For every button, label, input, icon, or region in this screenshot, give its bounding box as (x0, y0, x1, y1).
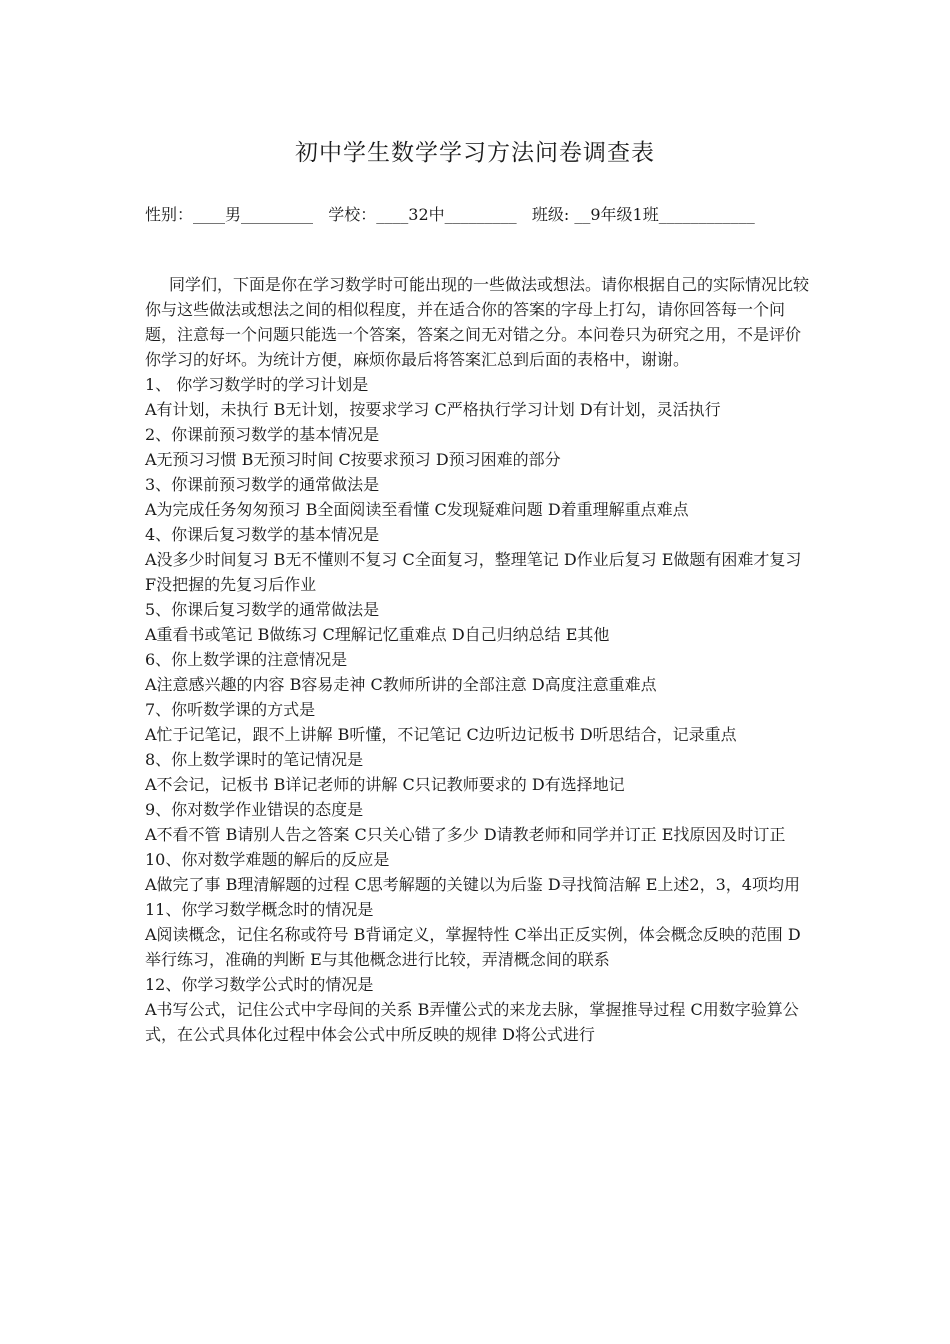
question-text: 12、你学习数学公式时的情况是 (145, 975, 374, 994)
question-options: A阅读概念，记住名称或符号 B背诵定义，掌握特性 C举出正反实例，体会概念反映的范围 D举行练习，准确的判断 E与其他概念进行比较，弄清概念间的联系 (145, 925, 801, 969)
question-options: A重看书或笔记 B做练习 C理解记忆重难点 D自己归纳总结 E其他 (145, 625, 610, 644)
question-options: A无预习习惯 B无预习时间 C按要求预习 D预习困难的部分 (145, 450, 561, 469)
student-info-line: 性别：____男_________ 学校：____32中_________ 班级: __9年级1班____________ (145, 205, 755, 224)
question-item (145, 697, 810, 747)
question-item (145, 647, 810, 697)
question-options: A没多少时间复习 B无不懂则不复习 C全面复习，整理笔记 D作业后复习 E做题有困难才复习 F没把握的先复习后作业 (145, 550, 802, 594)
question-item (145, 972, 810, 1047)
question-item (145, 422, 810, 472)
question-item (145, 522, 810, 597)
question-item (145, 847, 810, 897)
questionnaire-body (145, 272, 810, 1047)
question-text: 2、你课前预习数学的基本情况是 (145, 425, 380, 444)
intro-paragraph: 同学们，下面是你在学习数学时可能出现的一些做法或想法。请你根据自己的实际情况比较你与这些做法或想法之间的相似程度，并在适合你的答案的字母上打勾，请你回答每一个问题，注意每一个问题只能选一个答案，答案之间无对错之分。本问卷只为研究之用，不是评价你学习的好坏。为统计方便，麻烦你最后将答案汇总到后面的表格中，谢谢。 (145, 275, 810, 369)
question-text: 4、你课后复习数学的基本情况是 (145, 525, 380, 544)
question-item (145, 597, 810, 647)
question-item (145, 472, 810, 522)
question-text: 10、你对数学难题的解后的反应是 (145, 850, 390, 869)
question-options: A不会记，记板书 B详记老师的讲解 C只记教师要求的 D有选择地记 (145, 775, 625, 794)
question-item (145, 747, 810, 797)
question-text: 5、你课后复习数学的通常做法是 (145, 600, 380, 619)
question-item (145, 797, 810, 847)
question-text: 1、 你学习数学时的学习计划是 (145, 375, 369, 394)
question-options: A做完了事 B理清解题的过程 C思考解题的关键以为后鉴 D寻找简洁解 E上述2，3，4项均用 (145, 875, 800, 894)
question-item (145, 372, 810, 422)
question-options: A有计划，未执行 B无计划，按要求学习 C严格执行学习计划 D有计划，灵活执行 (145, 400, 721, 419)
page-title: 初中学生数学学习方法问卷调查表 (295, 140, 655, 166)
question-text: 9、你对数学作业错误的态度是 (145, 800, 364, 819)
question-options: A为完成任务匆匆预习 B全面阅读至看懂 C发现疑难问题 D着重理解重点难点 (145, 500, 689, 519)
question-item (145, 897, 810, 972)
question-list (145, 372, 810, 1047)
question-text: 6、你上数学课的注意情况是 (145, 650, 348, 669)
question-text: 3、你课前预习数学的通常做法是 (145, 475, 380, 494)
question-text: 11、你学习数学概念时的情况是 (145, 900, 374, 919)
question-options: A书写公式，记住公式中字母间的关系 B弄懂公式的来龙去脉，掌握推导过程 C用数字验算公式，在公式具体化过程中体会公式中所反映的规律 D将公式进行 (145, 1000, 799, 1044)
question-options: A注意感兴趣的内容 B容易走神 C教师所讲的全部注意 D高度注意重难点 (145, 675, 657, 694)
question-options: A忙于记笔记，跟不上讲解 B听懂，不记笔记 C边听边记板书 D听思结合，记录重点 (145, 725, 737, 744)
question-text: 7、你听数学课的方式是 (145, 700, 316, 719)
question-text: 8、你上数学课时的笔记情况是 (145, 750, 364, 769)
question-options: A不看不管 B请别人告之答案 C只关心错了多少 D请教老师和同学并订正 E找原因及时订正 (145, 825, 786, 844)
